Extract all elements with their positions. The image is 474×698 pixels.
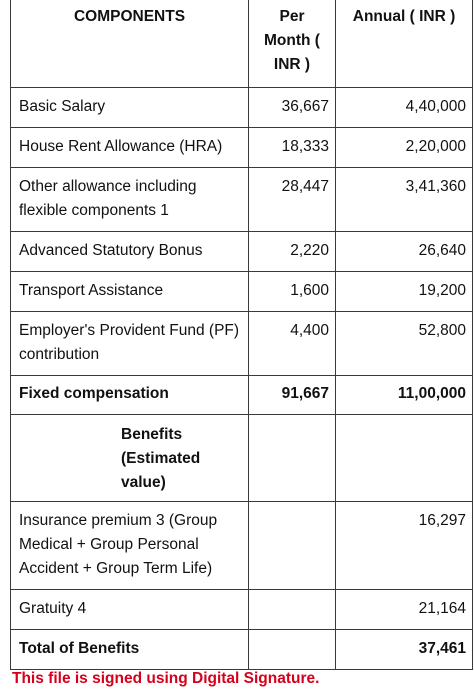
row-per-month: 36,667	[249, 88, 336, 128]
row-per-month: 4,400	[249, 312, 336, 376]
total-label: Total of Benefits	[11, 630, 249, 670]
row-per-month	[249, 502, 336, 590]
total-annual: 11,00,000	[336, 376, 473, 415]
empty-header-cell	[249, 415, 336, 502]
row-annual: 52,800	[336, 312, 473, 376]
row-label: Insurance premium 3 (Group Medical + Group Personal Accident + Group Term Life)	[11, 502, 249, 590]
per-month-column-header: Per Month ( INR )	[249, 0, 336, 88]
benefits-table	[10, 414, 473, 670]
total-per-month	[249, 630, 336, 670]
table-row	[11, 312, 473, 376]
benefits-header-row	[11, 415, 473, 502]
table-row	[11, 590, 473, 630]
table-row	[11, 502, 473, 590]
total-label: Fixed compensation	[11, 376, 249, 415]
row-label: Transport Assistance	[11, 272, 249, 312]
row-label: Basic Salary	[11, 88, 249, 128]
row-per-month: 18,333	[249, 128, 336, 168]
row-annual: 3,41,360	[336, 168, 473, 232]
benefits-column-header: Benefits (Estimated value)	[11, 415, 249, 502]
row-per-month: 28,447	[249, 168, 336, 232]
row-annual: 26,640	[336, 232, 473, 272]
total-benefits-row	[11, 630, 473, 670]
table-row	[11, 128, 473, 168]
components-header-row	[11, 0, 473, 88]
row-annual: 2,20,000	[336, 128, 473, 168]
row-label: Employer's Provident Fund (PF) contribution	[11, 312, 249, 376]
row-annual: 4,40,000	[336, 88, 473, 128]
row-annual: 19,200	[336, 272, 473, 312]
row-label: House Rent Allowance (HRA)	[11, 128, 249, 168]
row-label: Other allowance including flexible components 1	[11, 168, 249, 232]
table-row	[11, 168, 473, 232]
fixed-compensation-row	[11, 376, 473, 415]
table-row	[11, 272, 473, 312]
table-row	[11, 232, 473, 272]
row-label: Gratuity 4	[11, 590, 249, 630]
digital-signature-notice: This file is signed using Digital Signature.	[12, 670, 320, 687]
row-per-month	[249, 590, 336, 630]
row-per-month: 1,600	[249, 272, 336, 312]
annual-column-header: Annual ( INR )	[336, 0, 473, 88]
row-annual: 21,164	[336, 590, 473, 630]
table-row	[11, 88, 473, 128]
total-per-month: 91,667	[249, 376, 336, 415]
components-table	[10, 0, 473, 415]
row-annual: 16,297	[336, 502, 473, 590]
empty-header-cell	[336, 415, 473, 502]
row-per-month: 2,220	[249, 232, 336, 272]
row-label: Advanced Statutory Bonus	[11, 232, 249, 272]
total-annual: 37,461	[336, 630, 473, 670]
components-column-header: COMPONENTS	[11, 0, 249, 88]
